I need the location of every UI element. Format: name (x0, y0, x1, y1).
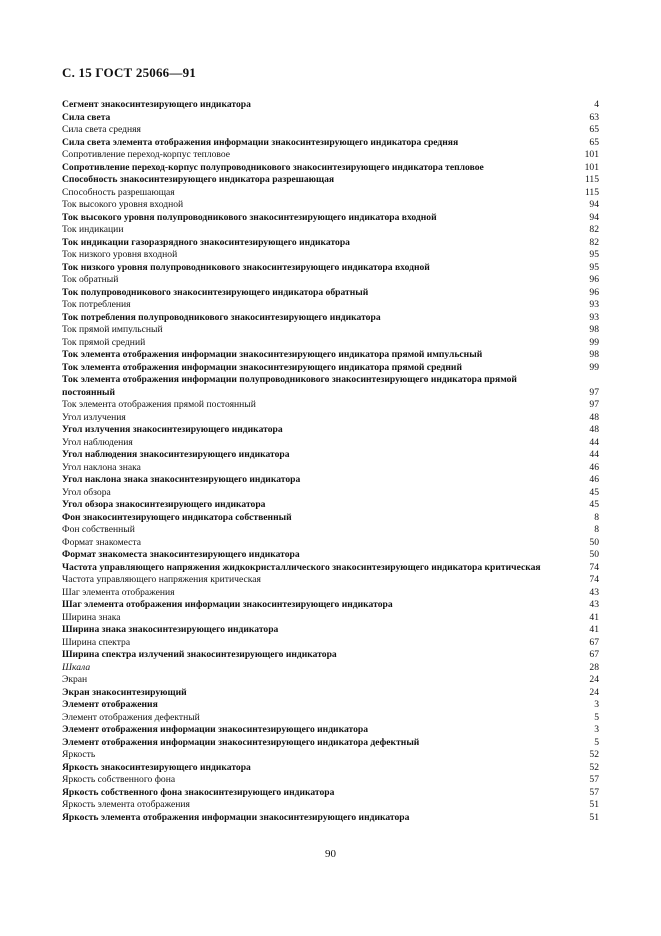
index-page-number: 65 (589, 124, 599, 135)
index-page-number: 50 (589, 536, 599, 548)
index-term: Формат знакоместа (62, 536, 141, 548)
index-page-number: 43 (589, 599, 599, 610)
index-entry (62, 174, 599, 187)
index-entry (62, 362, 599, 375)
index-term: Экран знакосинтезирующий (62, 686, 187, 698)
index-entry (62, 399, 599, 412)
index-page-number: 67 (589, 636, 599, 648)
index-term: Ток индикации газоразрядного знакосинтезирующего индикатора (62, 236, 350, 248)
index-page-number: 45 (589, 486, 599, 498)
index-entry (62, 99, 599, 112)
index-entry (62, 374, 599, 399)
term-index-list (62, 99, 599, 824)
index-entry (62, 599, 599, 612)
index-entry (62, 749, 599, 762)
index-entry (62, 712, 599, 725)
index-page-number: 74 (589, 561, 599, 573)
index-entry (62, 124, 599, 137)
index-entry (62, 699, 599, 712)
index-term: Формат знакоместа знакосинтезирующего индикатора (62, 549, 300, 560)
index-page-number: 94 (589, 199, 599, 210)
index-term: Ток низкого уровня полупроводникового знакосинтезирующего индикатора входной (62, 261, 430, 273)
index-page-number: 3 (594, 724, 599, 735)
index-term: Угол наблюдения знакосинтезирующего индикатора (62, 449, 290, 460)
index-entry (62, 687, 599, 700)
index-entry (62, 799, 599, 812)
index-page-number: 94 (589, 211, 599, 223)
index-term: Ширина спектра излучений знакосинтезирующего индикатора (62, 649, 337, 660)
index-term: Ток элемента отображения информации знакосинтезирующего индикатора прямой импульсный (62, 349, 483, 360)
index-page-number: 97 (589, 399, 599, 410)
index-page-number: 97 (589, 386, 599, 398)
index-entry (62, 137, 599, 150)
index-page-number: 101 (584, 149, 599, 160)
index-entry (62, 299, 599, 312)
index-term: Ток индикации (62, 224, 124, 235)
index-page-number: 57 (589, 774, 599, 785)
index-term: Угол наблюдения (62, 436, 133, 448)
index-term: Ширина спектра (62, 636, 131, 648)
index-entry (62, 662, 599, 675)
index-term: Ток обратный (62, 274, 119, 285)
index-entry (62, 474, 599, 487)
index-page-number: 65 (589, 136, 599, 148)
index-term: Ток прямой импульсный (62, 324, 163, 335)
index-page-number: 43 (589, 586, 599, 598)
index-entry (62, 587, 599, 600)
index-page-number: 98 (589, 324, 599, 335)
index-term: Ток элемента отображения информации полупроводникового знакосинтезирующего индикатора прямой постоянный (62, 374, 517, 398)
index-term: Сопротивление переход-корпус полупроводникового знакосинтезирующего индикатора тепловое (62, 161, 484, 173)
index-entry (62, 187, 599, 200)
index-page-number: 96 (589, 286, 599, 298)
index-term: Элемент отображения дефектный (62, 711, 200, 723)
index-term: Ток высокого уровня входной (62, 199, 184, 210)
index-term: Элемент отображения информации знакосинтезирующего индикатора дефектный (62, 736, 420, 748)
index-term: Элемент отображения (62, 699, 158, 710)
page-header: С. 15 ГОСТ 25066—91 (62, 65, 196, 80)
index-term: Частота управляющего напряжения критическая (62, 574, 261, 585)
index-term: Элемент отображения информации знакосинтезирующего индикатора (62, 724, 369, 735)
index-page-number: 28 (589, 661, 599, 673)
index-page-number: 46 (589, 461, 599, 473)
index-term: Шкала (62, 661, 91, 673)
index-entry (62, 112, 599, 125)
index-term: Фон знакосинтезирующего индикатора собственный (62, 511, 292, 523)
index-term: Сила света элемента отображения информации знакосинтезирующего индикатора средняя (62, 136, 459, 148)
index-page-number: 48 (589, 411, 599, 423)
index-term: Яркость знакосинтезирующего индикатора (62, 761, 251, 773)
index-term: Сила света средняя (62, 124, 141, 135)
index-entry (62, 262, 599, 275)
index-page-number: 4 (594, 99, 599, 110)
index-term: Яркость элемента отображения информации знакосинтезирующего индикатора (62, 811, 410, 823)
index-term: Угол наклона знака (62, 461, 141, 473)
index-entry (62, 249, 599, 262)
index-entry (62, 424, 599, 437)
index-entry (62, 287, 599, 300)
index-entry (62, 437, 599, 450)
index-term: Ширина знака (62, 611, 121, 623)
index-page-number: 82 (589, 224, 599, 235)
index-entry (62, 274, 599, 287)
index-entry (62, 537, 599, 550)
index-term: Угол обзора (62, 486, 111, 498)
index-entry (62, 549, 599, 562)
index-term: Частота управляющего напряжения жидкокристаллического знакосинтезирующего индикатора критическая (62, 561, 541, 573)
index-entry (62, 349, 599, 362)
index-entry (62, 237, 599, 250)
index-entry (62, 149, 599, 162)
index-entry (62, 574, 599, 587)
index-page-number: 45 (589, 499, 599, 510)
index-page-number: 99 (589, 361, 599, 373)
index-term: Ток высокого уровня полупроводникового знакосинтезирующего индикатора входной (62, 211, 437, 223)
index-page-number: 57 (589, 786, 599, 798)
index-page-number: 67 (589, 649, 599, 660)
index-page-number: 95 (589, 249, 599, 260)
index-page-number: 96 (589, 274, 599, 285)
index-term: Экран (62, 674, 88, 685)
index-page-number: 99 (589, 336, 599, 348)
page-number: 90 (325, 848, 336, 860)
index-term: Способность разрешающая (62, 186, 175, 198)
index-entry (62, 412, 599, 425)
index-term: Ток потребления полупроводникового знакосинтезирующего индикатора (62, 311, 381, 323)
index-page-number: 8 (594, 524, 599, 535)
index-entry (62, 499, 599, 512)
index-page-number: 3 (594, 699, 599, 710)
index-entry (62, 462, 599, 475)
index-page-number: 95 (589, 261, 599, 273)
index-term: Яркость (62, 749, 96, 760)
index-entry (62, 199, 599, 212)
index-entry (62, 337, 599, 350)
index-term: Ток потребления (62, 299, 131, 310)
index-entry (62, 324, 599, 337)
index-entry (62, 812, 599, 825)
index-entry (62, 212, 599, 225)
index-entry (62, 649, 599, 662)
index-page-number: 93 (589, 311, 599, 323)
index-entry (62, 612, 599, 625)
index-page-number: 5 (594, 711, 599, 723)
index-page-number: 41 (589, 611, 599, 623)
index-term: Сопротивление переход-корпус тепловое (62, 149, 231, 160)
index-term: Яркость собственного фона знакосинтезирующего индикатора (62, 786, 335, 798)
index-page-number: 63 (589, 111, 599, 123)
index-page-number: 44 (589, 436, 599, 448)
index-page-number: 44 (589, 449, 599, 460)
index-term: Угол обзора знакосинтезирующего индикатора (62, 499, 266, 510)
index-page-number: 98 (589, 349, 599, 360)
index-page-number: 115 (584, 186, 599, 198)
index-page-number: 101 (584, 161, 599, 173)
index-entry (62, 524, 599, 537)
index-page-number: 52 (589, 761, 599, 773)
index-term: Ширина знака знакосинтезирующего индикатора (62, 624, 279, 635)
index-term: Шаг элемента отображения информации знакосинтезирующего индикатора (62, 599, 393, 610)
index-term: Фон собственный (62, 524, 135, 535)
index-entry (62, 312, 599, 325)
index-page-number: 48 (589, 424, 599, 435)
index-page-number: 5 (594, 736, 599, 748)
index-term: Ток прямой средний (62, 336, 146, 348)
index-term: Ток элемента отображения информации знакосинтезирующего индикатора прямой средний (62, 361, 462, 373)
index-page-number: 41 (589, 624, 599, 635)
index-page-number: 8 (594, 511, 599, 523)
index-page-number: 74 (589, 574, 599, 585)
index-entry (62, 449, 599, 462)
index-term: Шаг элемента отображения (62, 586, 175, 598)
index-entry (62, 737, 599, 750)
index-entry (62, 674, 599, 687)
index-page-number: 93 (589, 299, 599, 310)
index-term: Сила света (62, 111, 111, 123)
index-term: Ток низкого уровня входной (62, 249, 178, 260)
index-page-number: 52 (589, 749, 599, 760)
index-page-number: 24 (589, 674, 599, 685)
index-term: Угол излучения (62, 411, 126, 423)
index-term: Яркость собственного фона (62, 774, 176, 785)
index-page-number: 24 (589, 686, 599, 698)
index-entry (62, 487, 599, 500)
index-page-number: 82 (589, 236, 599, 248)
index-page-number: 51 (589, 799, 599, 810)
index-entry (62, 637, 599, 650)
index-term: Способность знакосинтезирующего индикатора разрешающая (62, 174, 335, 185)
index-term: Угол излучения знакосинтезирующего индикатора (62, 424, 283, 435)
index-entry (62, 724, 599, 737)
index-term: Ток элемента отображения прямой постоянный (62, 399, 256, 410)
index-entry (62, 224, 599, 237)
index-page-number: 46 (589, 474, 599, 485)
index-page-number: 51 (589, 811, 599, 823)
index-entry (62, 512, 599, 525)
index-entry (62, 624, 599, 637)
index-term: Ток полупроводникового знакосинтезирующего индикатора обратный (62, 286, 369, 298)
index-page-number: 50 (589, 549, 599, 560)
index-entry (62, 787, 599, 800)
index-page-number: 115 (584, 174, 599, 185)
index-entry (62, 162, 599, 175)
index-entry (62, 762, 599, 775)
index-entry (62, 774, 599, 787)
index-entry (62, 562, 599, 575)
index-term: Угол наклона знака знакосинтезирующего индикатора (62, 474, 301, 485)
index-term: Сегмент знакосинтезирующего индикатора (62, 99, 251, 110)
index-term: Яркость элемента отображения (62, 799, 190, 810)
